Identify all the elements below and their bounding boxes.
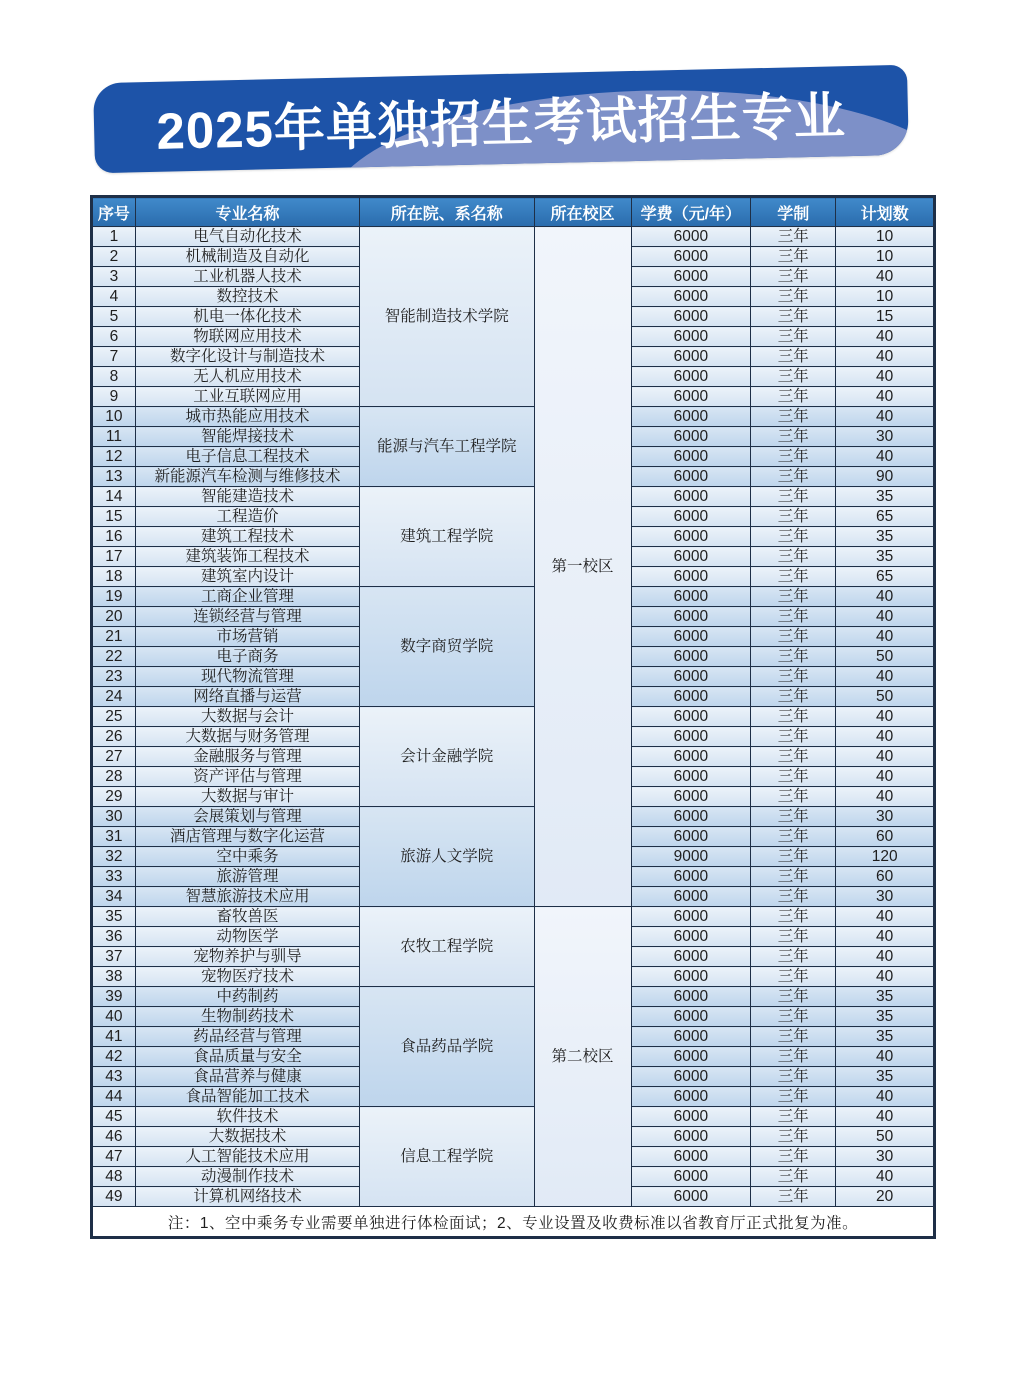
cell-index: 47 [92, 1147, 136, 1167]
cell-tuition: 6000 [631, 807, 751, 827]
note-row [92, 1207, 935, 1238]
cell-major: 软件技术 [135, 1107, 359, 1127]
cell-plan: 40 [836, 607, 935, 627]
cell-duration: 三年 [751, 1047, 836, 1067]
cell-tuition: 6000 [631, 867, 751, 887]
cell-major: 大数据技术 [135, 1127, 359, 1147]
cell-index: 43 [92, 1067, 136, 1087]
cell-duration: 三年 [751, 907, 836, 927]
cell-plan: 60 [836, 827, 935, 847]
cell-college: 食品药品学院 [360, 987, 535, 1107]
cell-major: 机电一体化技术 [135, 307, 359, 327]
cell-major: 资产评估与管理 [135, 767, 359, 787]
cell-campus: 第一校区 [534, 227, 631, 907]
cell-plan: 40 [836, 767, 935, 787]
cell-index: 11 [92, 427, 136, 447]
cell-college: 建筑工程学院 [360, 487, 535, 587]
cell-plan: 35 [836, 487, 935, 507]
cell-college: 数字商贸学院 [360, 587, 535, 707]
column-header-tuition: 学费（元/年） [631, 197, 751, 227]
cell-major: 建筑室内设计 [135, 567, 359, 587]
cell-tuition: 6000 [631, 627, 751, 647]
table-header [92, 197, 935, 227]
cell-duration: 三年 [751, 967, 836, 987]
cell-major: 新能源汽车检测与维修技术 [135, 467, 359, 487]
cell-duration: 三年 [751, 1107, 836, 1127]
cell-tuition: 6000 [631, 1127, 751, 1147]
cell-major: 人工智能技术应用 [135, 1147, 359, 1167]
cell-duration: 三年 [751, 327, 836, 347]
cell-major: 机械制造及自动化 [135, 247, 359, 267]
cell-major: 现代物流管理 [135, 667, 359, 687]
cell-major: 金融服务与管理 [135, 747, 359, 767]
cell-plan: 40 [836, 707, 935, 727]
cell-plan: 40 [836, 1047, 935, 1067]
cell-duration: 三年 [751, 1007, 836, 1027]
cell-major: 畜牧兽医 [135, 907, 359, 927]
cell-plan: 50 [836, 687, 935, 707]
cell-duration: 三年 [751, 247, 836, 267]
cell-major: 宠物养护与驯导 [135, 947, 359, 967]
cell-index: 40 [92, 1007, 136, 1027]
cell-tuition: 6000 [631, 507, 751, 527]
cell-duration: 三年 [751, 547, 836, 567]
cell-duration: 三年 [751, 227, 836, 247]
cell-plan: 40 [836, 927, 935, 947]
cell-major: 中药制药 [135, 987, 359, 1007]
cell-major: 酒店管理与数字化运营 [135, 827, 359, 847]
table-row [92, 227, 935, 247]
cell-duration: 三年 [751, 887, 836, 907]
cell-index: 13 [92, 467, 136, 487]
cell-index: 25 [92, 707, 136, 727]
cell-plan: 30 [836, 1147, 935, 1167]
cell-major: 计算机网络技术 [135, 1187, 359, 1207]
cell-major: 工业互联网应用 [135, 387, 359, 407]
cell-major: 数字化设计与制造技术 [135, 347, 359, 367]
cell-plan: 65 [836, 567, 935, 587]
cell-index: 8 [92, 367, 136, 387]
cell-plan: 40 [836, 347, 935, 367]
cell-major: 空中乘务 [135, 847, 359, 867]
table-row [92, 707, 935, 727]
cell-major: 智能建造技术 [135, 487, 359, 507]
cell-tuition: 6000 [631, 1087, 751, 1107]
admissions-table [90, 195, 936, 1239]
cell-tuition: 6000 [631, 927, 751, 947]
cell-tuition: 6000 [631, 247, 751, 267]
cell-college: 能源与汽车工程学院 [360, 407, 535, 487]
cell-plan: 65 [836, 507, 935, 527]
cell-major: 电子信息工程技术 [135, 447, 359, 467]
cell-duration: 三年 [751, 387, 836, 407]
cell-duration: 三年 [751, 367, 836, 387]
cell-tuition: 6000 [631, 887, 751, 907]
cell-major: 工业机器人技术 [135, 267, 359, 287]
cell-duration: 三年 [751, 407, 836, 427]
cell-tuition: 6000 [631, 947, 751, 967]
cell-tuition: 6000 [631, 527, 751, 547]
cell-tuition: 6000 [631, 707, 751, 727]
cell-duration: 三年 [751, 727, 836, 747]
cell-duration: 三年 [751, 607, 836, 627]
cell-plan: 30 [836, 887, 935, 907]
cell-tuition: 6000 [631, 467, 751, 487]
cell-plan: 35 [836, 527, 935, 547]
cell-index: 24 [92, 687, 136, 707]
cell-tuition: 6000 [631, 547, 751, 567]
cell-duration: 三年 [751, 1127, 836, 1147]
cell-major: 工商企业管理 [135, 587, 359, 607]
cell-tuition: 6000 [631, 1107, 751, 1127]
cell-tuition: 6000 [631, 767, 751, 787]
title-banner [93, 65, 909, 173]
cell-tuition: 6000 [631, 1187, 751, 1207]
column-header-index: 序号 [92, 197, 136, 227]
cell-plan: 35 [836, 547, 935, 567]
cell-index: 16 [92, 527, 136, 547]
cell-index: 6 [92, 327, 136, 347]
cell-major: 电子商务 [135, 647, 359, 667]
cell-major: 无人机应用技术 [135, 367, 359, 387]
cell-tuition: 6000 [631, 1027, 751, 1047]
cell-index: 3 [92, 267, 136, 287]
cell-plan: 40 [836, 1087, 935, 1107]
cell-duration: 三年 [751, 787, 836, 807]
cell-index: 35 [92, 907, 136, 927]
cell-index: 18 [92, 567, 136, 587]
cell-index: 33 [92, 867, 136, 887]
cell-plan: 40 [836, 667, 935, 687]
cell-college: 信息工程学院 [360, 1107, 535, 1207]
cell-tuition: 6000 [631, 727, 751, 747]
cell-tuition: 6000 [631, 747, 751, 767]
cell-tuition: 6000 [631, 327, 751, 347]
cell-plan: 50 [836, 1127, 935, 1147]
cell-plan: 40 [836, 587, 935, 607]
cell-tuition: 6000 [631, 647, 751, 667]
cell-duration: 三年 [751, 707, 836, 727]
cell-plan: 40 [836, 1167, 935, 1187]
cell-index: 29 [92, 787, 136, 807]
cell-major: 药品经营与管理 [135, 1027, 359, 1047]
cell-index: 19 [92, 587, 136, 607]
cell-index: 45 [92, 1107, 136, 1127]
table-body [92, 227, 935, 1207]
cell-tuition: 6000 [631, 307, 751, 327]
cell-major: 动物医学 [135, 927, 359, 947]
cell-duration: 三年 [751, 987, 836, 1007]
cell-duration: 三年 [751, 347, 836, 367]
cell-duration: 三年 [751, 927, 836, 947]
cell-duration: 三年 [751, 567, 836, 587]
cell-plan: 40 [836, 947, 935, 967]
column-header-campus: 所在校区 [534, 197, 631, 227]
cell-major: 城市热能应用技术 [135, 407, 359, 427]
cell-index: 48 [92, 1167, 136, 1187]
cell-college: 智能制造技术学院 [360, 227, 535, 407]
header-row [92, 197, 935, 227]
cell-index: 36 [92, 927, 136, 947]
cell-tuition: 6000 [631, 227, 751, 247]
cell-duration: 三年 [751, 487, 836, 507]
cell-tuition: 6000 [631, 1147, 751, 1167]
cell-major: 宠物医疗技术 [135, 967, 359, 987]
cell-duration: 三年 [751, 507, 836, 527]
cell-index: 22 [92, 647, 136, 667]
cell-tuition: 6000 [631, 967, 751, 987]
cell-plan: 40 [836, 1107, 935, 1127]
cell-index: 1 [92, 227, 136, 247]
cell-index: 7 [92, 347, 136, 367]
cell-major: 市场营销 [135, 627, 359, 647]
cell-duration: 三年 [751, 807, 836, 827]
cell-duration: 三年 [751, 867, 836, 887]
cell-plan: 40 [836, 747, 935, 767]
cell-tuition: 6000 [631, 447, 751, 467]
cell-index: 21 [92, 627, 136, 647]
cell-plan: 35 [836, 987, 935, 1007]
table-row [92, 407, 935, 427]
cell-index: 27 [92, 747, 136, 767]
cell-plan: 10 [836, 247, 935, 267]
cell-duration: 三年 [751, 827, 836, 847]
cell-tuition: 6000 [631, 387, 751, 407]
cell-plan: 50 [836, 647, 935, 667]
cell-plan: 40 [836, 447, 935, 467]
cell-index: 9 [92, 387, 136, 407]
cell-index: 32 [92, 847, 136, 867]
cell-tuition: 6000 [631, 667, 751, 687]
cell-duration: 三年 [751, 947, 836, 967]
cell-major: 建筑工程技术 [135, 527, 359, 547]
cell-major: 物联网应用技术 [135, 327, 359, 347]
cell-duration: 三年 [751, 1087, 836, 1107]
cell-index: 41 [92, 1027, 136, 1047]
cell-duration: 三年 [751, 847, 836, 867]
cell-duration: 三年 [751, 287, 836, 307]
cell-index: 34 [92, 887, 136, 907]
cell-plan: 120 [836, 847, 935, 867]
cell-tuition: 6000 [631, 347, 751, 367]
cell-tuition: 6000 [631, 907, 751, 927]
cell-index: 39 [92, 987, 136, 1007]
cell-major: 智能焊接技术 [135, 427, 359, 447]
cell-duration: 三年 [751, 587, 836, 607]
cell-major: 动漫制作技术 [135, 1167, 359, 1187]
cell-major: 食品质量与安全 [135, 1047, 359, 1067]
cell-major: 数控技术 [135, 287, 359, 307]
table-row [92, 487, 935, 507]
cell-index: 30 [92, 807, 136, 827]
cell-duration: 三年 [751, 667, 836, 687]
cell-index: 38 [92, 967, 136, 987]
cell-index: 44 [92, 1087, 136, 1107]
column-header-plan: 计划数 [836, 197, 935, 227]
table-footer [92, 1207, 935, 1238]
cell-index: 42 [92, 1047, 136, 1067]
table-row [92, 587, 935, 607]
table-row [92, 907, 935, 927]
cell-major: 会展策划与管理 [135, 807, 359, 827]
cell-plan: 35 [836, 1027, 935, 1047]
cell-duration: 三年 [751, 687, 836, 707]
cell-duration: 三年 [751, 627, 836, 647]
cell-plan: 35 [836, 1007, 935, 1027]
cell-index: 4 [92, 287, 136, 307]
cell-plan: 30 [836, 427, 935, 447]
cell-duration: 三年 [751, 1027, 836, 1047]
cell-major: 大数据与会计 [135, 707, 359, 727]
cell-major: 工程造价 [135, 507, 359, 527]
cell-index: 12 [92, 447, 136, 467]
cell-tuition: 6000 [631, 587, 751, 607]
cell-college: 会计金融学院 [360, 707, 535, 807]
cell-major: 连锁经营与管理 [135, 607, 359, 627]
cell-tuition: 6000 [631, 1007, 751, 1027]
cell-tuition: 6000 [631, 287, 751, 307]
cell-tuition: 6000 [631, 407, 751, 427]
cell-tuition: 6000 [631, 787, 751, 807]
cell-duration: 三年 [751, 747, 836, 767]
cell-index: 2 [92, 247, 136, 267]
cell-plan: 40 [836, 907, 935, 927]
cell-index: 10 [92, 407, 136, 427]
cell-plan: 40 [836, 387, 935, 407]
cell-index: 17 [92, 547, 136, 567]
cell-major: 食品智能加工技术 [135, 1087, 359, 1107]
cell-duration: 三年 [751, 767, 836, 787]
cell-plan: 60 [836, 867, 935, 887]
cell-index: 14 [92, 487, 136, 507]
cell-duration: 三年 [751, 307, 836, 327]
cell-major: 大数据与审计 [135, 787, 359, 807]
cell-duration: 三年 [751, 267, 836, 287]
column-header-major: 专业名称 [135, 197, 359, 227]
cell-tuition: 6000 [631, 427, 751, 447]
cell-major: 生物制药技术 [135, 1007, 359, 1027]
cell-tuition: 6000 [631, 487, 751, 507]
cell-tuition: 6000 [631, 367, 751, 387]
cell-tuition: 6000 [631, 687, 751, 707]
cell-plan: 10 [836, 227, 935, 247]
cell-index: 37 [92, 947, 136, 967]
cell-tuition: 6000 [631, 267, 751, 287]
cell-duration: 三年 [751, 1167, 836, 1187]
cell-index: 23 [92, 667, 136, 687]
cell-index: 49 [92, 1187, 136, 1207]
cell-plan: 40 [836, 267, 935, 287]
footer-note: 注：1、空中乘务专业需要单独进行体检面试；2、专业设置及收费标准以省教育厅正式批复为准。 [92, 1207, 935, 1238]
cell-tuition: 6000 [631, 567, 751, 587]
cell-index: 15 [92, 507, 136, 527]
cell-tuition: 9000 [631, 847, 751, 867]
cell-tuition: 6000 [631, 1167, 751, 1187]
cell-major: 电气自动化技术 [135, 227, 359, 247]
cell-duration: 三年 [751, 1187, 836, 1207]
cell-tuition: 6000 [631, 987, 751, 1007]
cell-plan: 40 [836, 367, 935, 387]
cell-major: 旅游管理 [135, 867, 359, 887]
cell-plan: 40 [836, 407, 935, 427]
cell-plan: 90 [836, 467, 935, 487]
cell-duration: 三年 [751, 467, 836, 487]
cell-duration: 三年 [751, 1147, 836, 1167]
cell-major: 食品营养与健康 [135, 1067, 359, 1087]
cell-duration: 三年 [751, 1067, 836, 1087]
cell-tuition: 6000 [631, 607, 751, 627]
cell-plan: 40 [836, 327, 935, 347]
cell-plan: 40 [836, 787, 935, 807]
cell-plan: 30 [836, 807, 935, 827]
cell-plan: 20 [836, 1187, 935, 1207]
cell-index: 46 [92, 1127, 136, 1147]
cell-duration: 三年 [751, 527, 836, 547]
cell-index: 5 [92, 307, 136, 327]
table-row [92, 807, 935, 827]
cell-college: 农牧工程学院 [360, 907, 535, 987]
cell-tuition: 6000 [631, 1067, 751, 1087]
cell-tuition: 6000 [631, 1047, 751, 1067]
cell-major: 智慧旅游技术应用 [135, 887, 359, 907]
cell-campus: 第二校区 [534, 907, 631, 1207]
cell-plan: 40 [836, 627, 935, 647]
cell-index: 31 [92, 827, 136, 847]
cell-plan: 15 [836, 307, 935, 327]
cell-index: 28 [92, 767, 136, 787]
cell-duration: 三年 [751, 447, 836, 467]
cell-major: 大数据与财务管理 [135, 727, 359, 747]
cell-tuition: 6000 [631, 827, 751, 847]
column-header-college: 所在院、系名称 [360, 197, 535, 227]
column-header-duration: 学制 [751, 197, 836, 227]
page-title: 2025年单独招生考试招生专业 [155, 87, 847, 160]
cell-plan: 40 [836, 967, 935, 987]
cell-plan: 10 [836, 287, 935, 307]
cell-major: 建筑装饰工程技术 [135, 547, 359, 567]
cell-college: 旅游人文学院 [360, 807, 535, 907]
cell-plan: 40 [836, 727, 935, 747]
cell-index: 20 [92, 607, 136, 627]
cell-index: 26 [92, 727, 136, 747]
table-row [92, 987, 935, 1007]
cell-duration: 三年 [751, 647, 836, 667]
cell-plan: 35 [836, 1067, 935, 1087]
cell-major: 网络直播与运营 [135, 687, 359, 707]
table-row [92, 1107, 935, 1127]
cell-duration: 三年 [751, 427, 836, 447]
